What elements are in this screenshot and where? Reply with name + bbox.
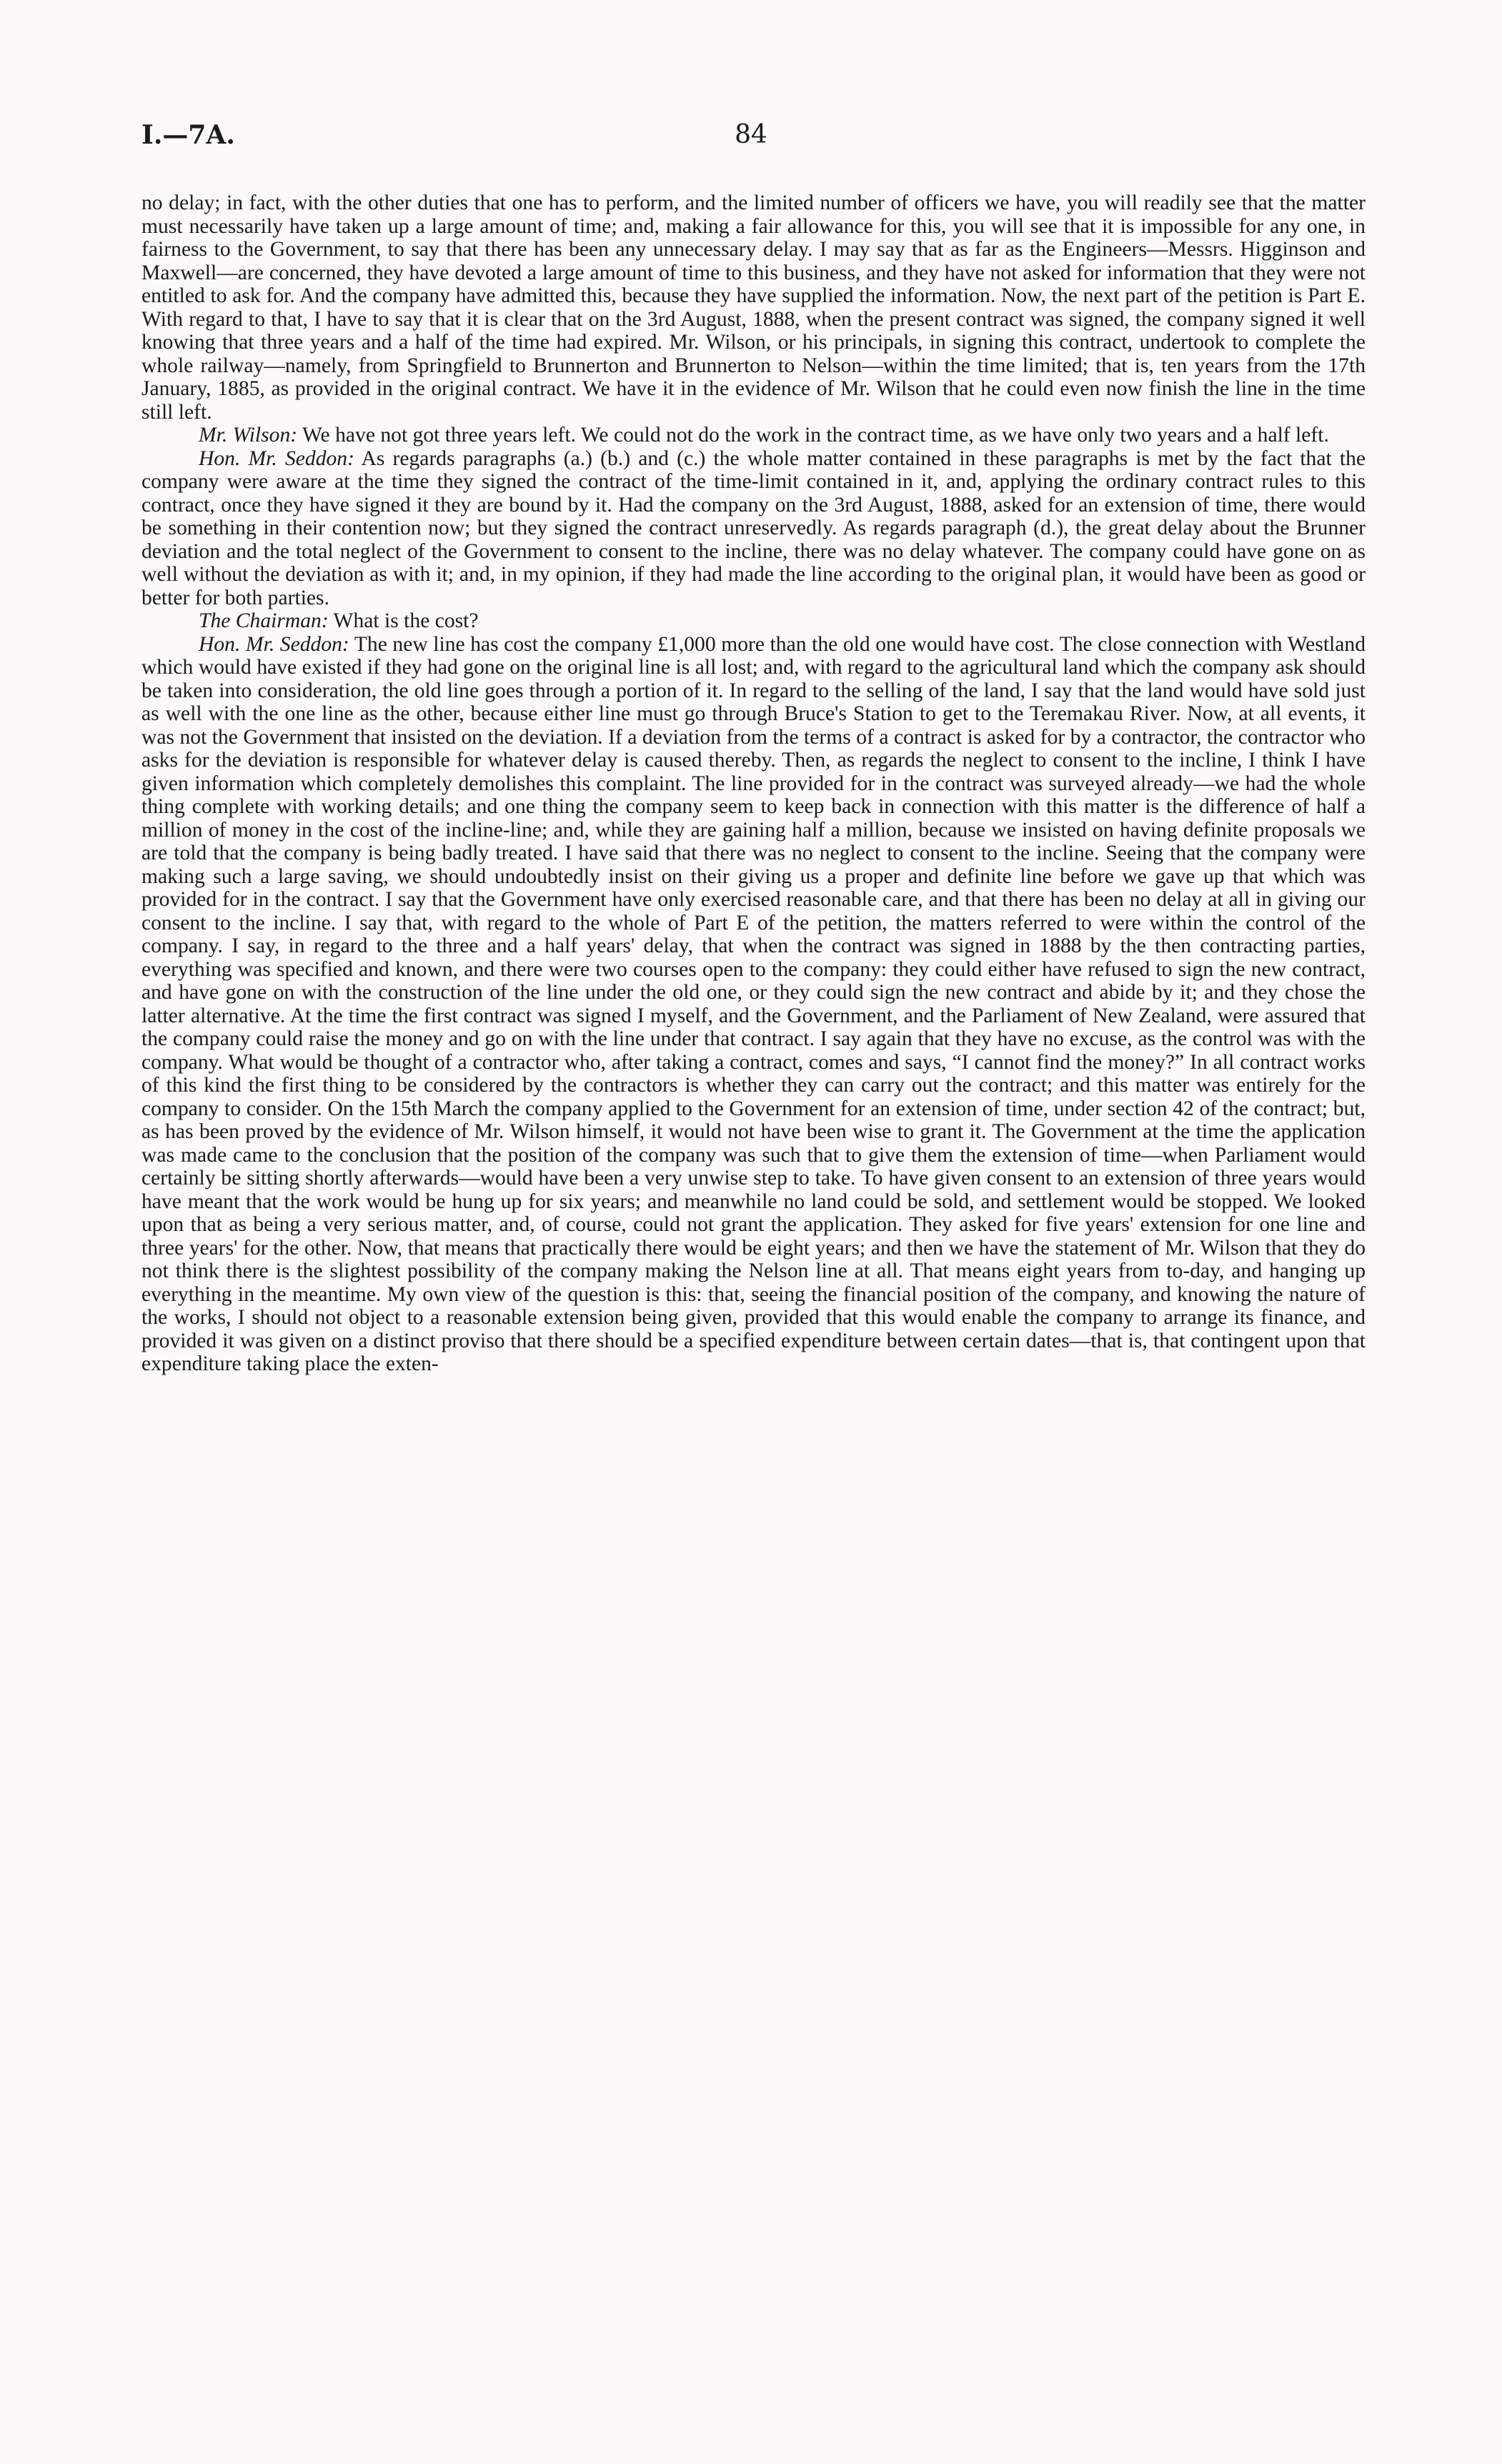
paragraph-chairman [141,609,1366,633]
speaker-name: Hon. Mr. Seddon: [199,632,349,656]
parliamentary-paper-reference: I.—7A. [141,120,235,150]
paragraph-wilson [141,424,1366,447]
paragraph-seddon [141,447,1366,610]
body-text [141,191,1366,1376]
speaker-name: The Chairman: [199,609,329,632]
paragraph-seddon-reply [141,633,1366,1376]
paragraph-text: What is the cost? [328,609,479,632]
paragraph-text: no delay; in fact, with the other duties that one has to perform, and the limited number of officers we have, you will readily see that the matter must necessarily have taken up a large amount of time; and, making a fair allowance for this, you will see that it is impossible for any one, in fairness to the Government, to say that there has been any unnecessary delay. I may say that as far as the Engineers—Messrs. Higginson and Maxwell—are concerned, they have devoted a large amount of time to this business, and they have not asked for information that they were not entitled to ask for. And the company have admitted this, because they have supplied the information. Now, the next part of the petition is Part E. With regard to that, I have to say that it is clear that on the 3rd August, 1888, when the present contract was signed, the company signed it well knowing that three years and a half of the time had expired. Mr. Wilson, or his principals, in signing this contract, undertook to complete the whole railway—namely, from Springfield to Brunnerton and Brunnerton to Nelson—within the time limited; that is, ten years from the 17th January, 1885, as provided in the original contract. We have it in the evidence of Mr. Wilson that he could even now finish the line in the time still left. [141,191,1366,424]
paragraph-text: As regards paragraphs (a.) (b.) and (c.) the whole matter contained in these paragraphs is met by the fact that the company were aware at the time they signed the contract of the time-limit contained in it, and, applying the ordinary contract rules to this contract, once they have signed it they are bound by it. Had the company on the 3rd August, 1888, asked for an extension of time, there would be something in their contention now; but they signed the contract unreservedly. As regards paragraph (d.), the great delay about the Brunner deviation and the total neglect of the Government to consent to the incline, there was no delay whatever. The company could have gone on as well without the deviation as with it; and, in my opinion, if they had made the line according to the original plan, it would have been as good or better for both parties. [141,447,1366,609]
page-number: 84 [735,120,767,149]
paragraph-continued [141,191,1366,424]
paragraph-text: The new line has cost the company £1,000 more than the old one would have cost. The close connection with Westland which would have existed if they had gone on the original line is all lost; and, with regard to the agricultural land which the company ask should be taken into consideration, the old line goes through a portion of it. In regard to the selling of the land, I say that the land would have sold just as well with the one line as the other, because either line must go through Bruce's Station to get to the Teremakau River. Now, at all events, it was not the Government that insisted on the deviation. If a deviation from the terms of a contract is asked for by a contractor, the contractor who asks for the deviation is responsible for whatever delay is caused thereby. Then, as regards the neglect to consent to the incline, I think I have given information which completely demolishes this complaint. The line provided for in the contract was surveyed already—we had the whole thing complete with working details; and one thing the company seem to keep back in connection with this matter is the difference of half a million of money in the cost of the incline-line; and, while they are gaining half a million, because we insisted on having definite proposals we are told that the company is being badly treated. I have said that there was no neglect to consent to the incline. Seeing that the company were making such a large saving, we should undoubtedly insist on their giving us a proper and definite line before we gave up that which was provided for in the contract. I say that the Government have only exercised reasonable care, and that there has been no delay at all in giving our consent to the incline. I say that, with regard to the whole of Part E of the petition, the matters referred to were within the control of the company. I say, in regard to the three and a half years' delay, that when the contract was signed in 1888 by the then contracting parties, everything was specified and known, and there were two courses open to the company: they could either have refused to sign the new contract, and have gone on with the construction of the line under the old one, or they could sign the new contract and abide by it; and they chose the latter alternative. At the time the first contract was signed I myself, and the Government, and the Parliament of New Zealand, were assured that the company could raise the money and go on with the line under that contract. I say again that they have no excuse, as the control was with the company. What would be thought of a contractor who, after taking a contract, comes and says, “I cannot find the money?” In all contract works of this kind the first thing to be considered by the contractors is whether they can carry out the contract; and this matter was entirely for the company to consider. On the 15th March the company applied to the Government for an extension of time, under section 42 of the contract; but, as has been proved by the evidence of Mr. Wilson himself, it would not have been wise to grant it. The Government at the time the application was made came to the conclusion that the position of the company was such that to give them the extension of time—when Parliament would certainly be sitting shortly afterwards—would have been a very unwise step to take. To have given consent to an extension of three years would have meant that the work would be hung up for six years; and meanwhile no land could be sold, and settlement would be stopped. We looked upon that as being a very serious matter, and, of course, could not grant the application. They asked for five years' extension for one line and three years' for the other. Now, that means that practically there would be eight years; and then we have the statement of Mr. Wilson that they do not think there is the slightest possibility of the company making the Nelson line at all. That means eight years from to-day, and hanging up everything in the meantime. My own view of the question is this: that, seeing the financial position of the company, and knowing the nature of the works, I should not object to a reasonable extension being given, provided that this would enable the company to arrange its finance, and provided it was given on a distinct proviso that there should be a specified expenditure between certain dates—that is, that contingent upon that expenditure taking place the exten- [141,632,1366,1375]
speaker-name: Hon. Mr. Seddon: [199,447,354,470]
page-header [141,120,1361,156]
speaker-name: Mr. Wilson: [199,424,298,447]
paragraph-text: We have not got three years left. We could not do the work in the contract time, as we have only two years and a half left. [297,424,1329,447]
